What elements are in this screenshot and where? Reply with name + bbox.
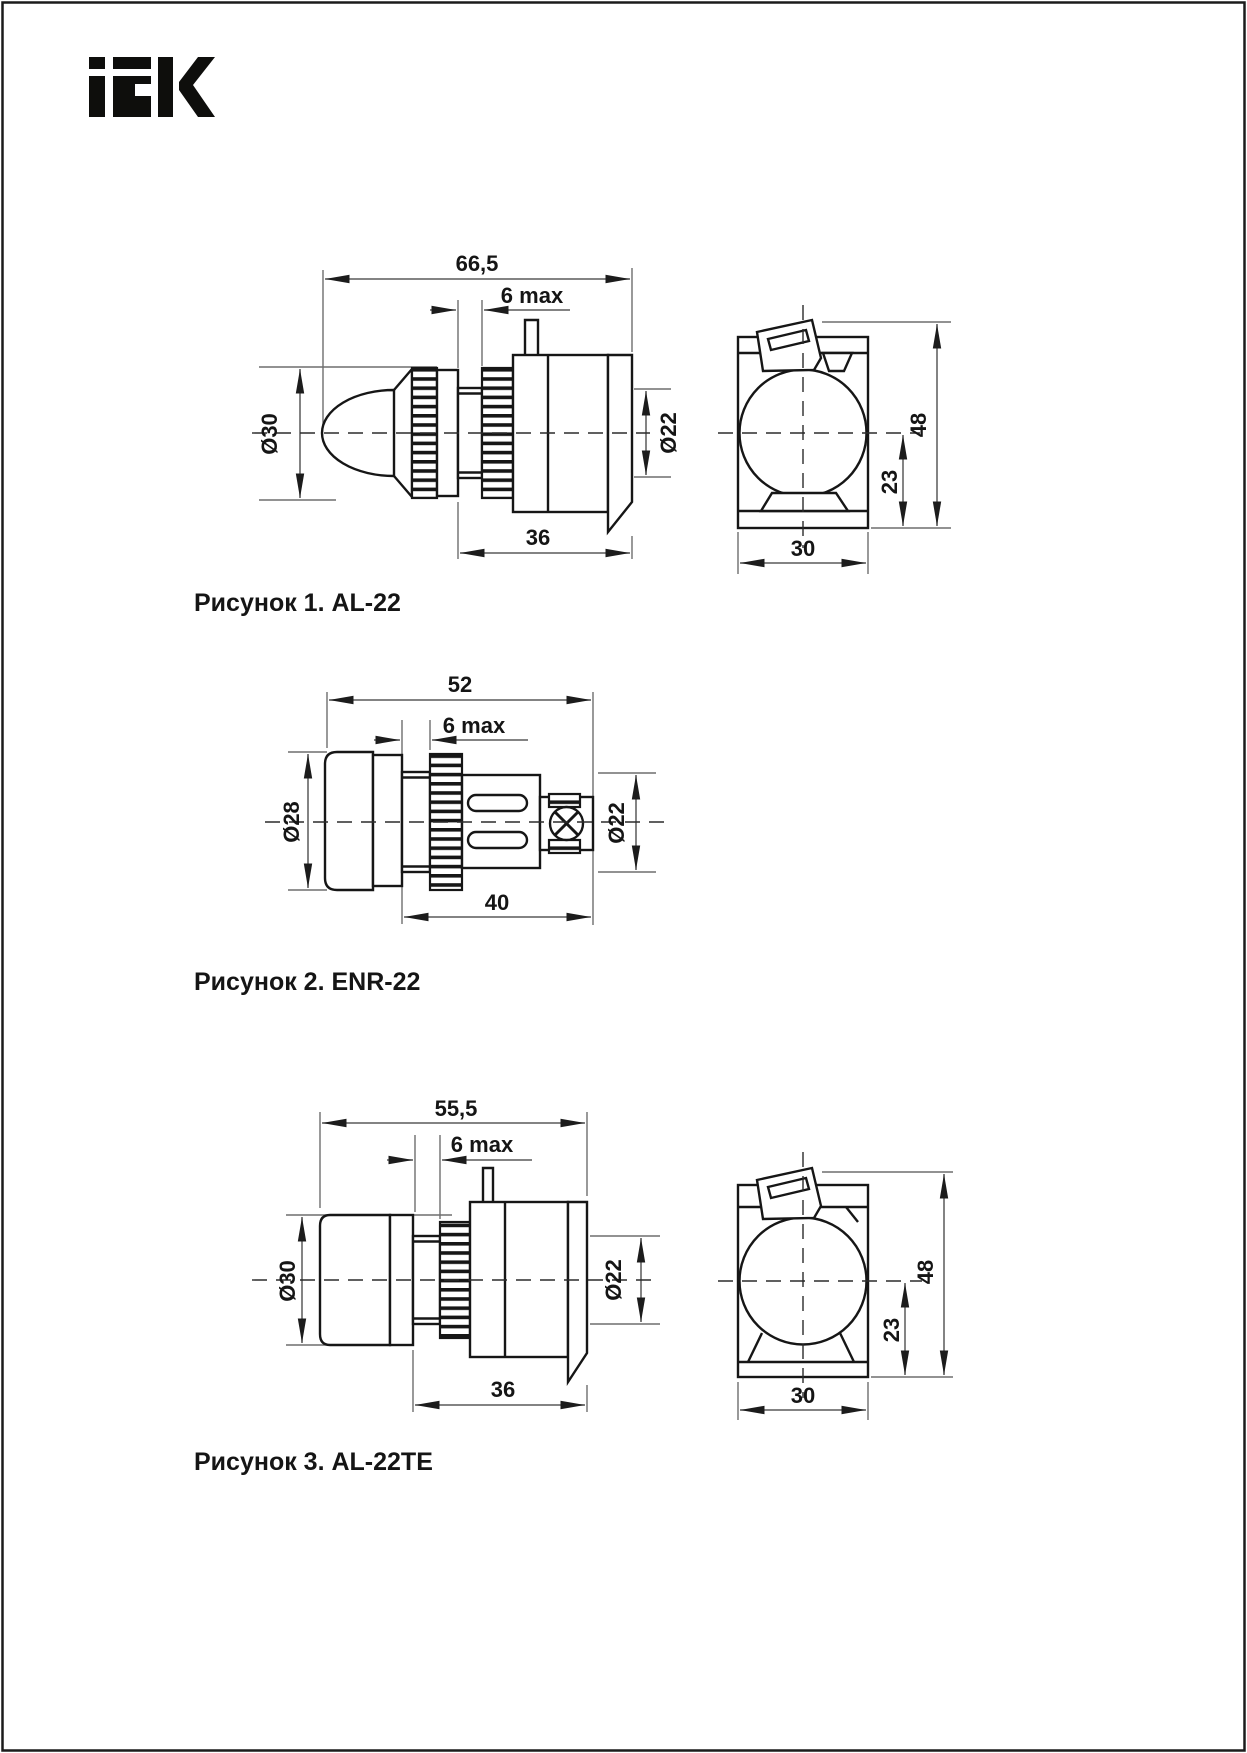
fig3-dim-frame-width: 30 bbox=[790, 1383, 816, 1408]
figure-1-caption: Рисунок 1. AL-22 bbox=[194, 589, 401, 617]
fig1-dim-lens-diameter: Ø30 bbox=[257, 413, 282, 455]
fig1-dim-mount-depth: 36 bbox=[525, 525, 551, 550]
fig1-dim-panel-thickness: 6 max bbox=[500, 283, 564, 308]
fig3-dim-mount-depth: 36 bbox=[490, 1377, 516, 1402]
fig3-dim-lens-diameter: Ø30 bbox=[275, 1260, 300, 1302]
fig3-dim-panel-thickness: 6 max bbox=[450, 1132, 514, 1157]
logo-letter-i-dot bbox=[89, 57, 105, 69]
fig3-dim-frame-height: 48 bbox=[913, 1259, 938, 1285]
fig3-dim-center-offset: 23 bbox=[879, 1317, 904, 1343]
fig1-dim-frame-height: 48 bbox=[906, 412, 931, 438]
fig2-dim-panel-thickness: 6 max bbox=[442, 713, 506, 738]
figure-2-caption: Рисунок 2. ENR-22 bbox=[194, 968, 421, 996]
fig3-dim-overall-length: 55,5 bbox=[434, 1096, 478, 1121]
logo-letter-e bbox=[113, 76, 151, 117]
fig2-dim-lens-diameter: Ø28 bbox=[279, 801, 304, 843]
logo-letter-i bbox=[89, 76, 105, 117]
fig1-dim-overall-length: 66,5 bbox=[455, 251, 499, 276]
fig3-dim-barrel-diameter: Ø22 bbox=[601, 1259, 626, 1301]
logo-letter-k-stem bbox=[158, 57, 173, 117]
logo-letter-e-top bbox=[113, 57, 151, 69]
fig1-dim-frame-width: 30 bbox=[790, 536, 816, 561]
page-border bbox=[3, 3, 1245, 1751]
fig2-dim-overall-length: 52 bbox=[447, 672, 473, 697]
fig2-dim-barrel-diameter: Ø22 bbox=[604, 802, 629, 844]
fig1-dim-barrel-diameter: Ø22 bbox=[656, 412, 681, 454]
figure-3-caption: Рисунок 3. AL-22TE bbox=[194, 1448, 433, 1476]
fig1-dim-center-offset: 23 bbox=[877, 469, 902, 495]
fig2-dim-mount-depth: 40 bbox=[484, 890, 510, 915]
